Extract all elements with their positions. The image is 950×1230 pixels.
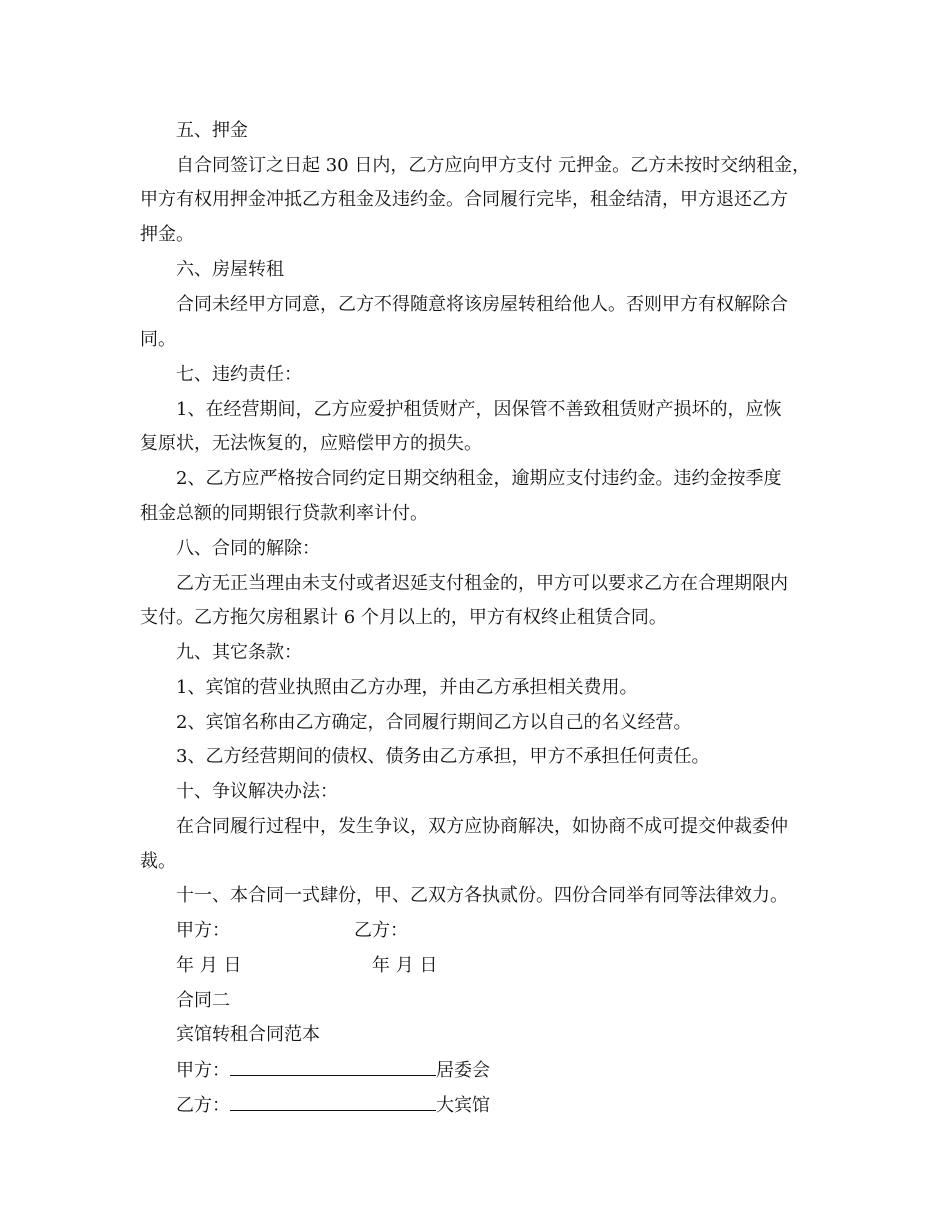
contract-2-party-a-line — [176, 1053, 490, 1088]
section-6-title: 六、房屋转租 — [176, 259, 284, 280]
contract-2-title: 宾馆转租合同范本 — [176, 1024, 320, 1045]
section-9-item-3: 3、乙方经营期间的债权、债务由乙方承担，甲方不承担任何责任。 — [176, 746, 710, 767]
party-b-date: 年 月 日 — [372, 955, 438, 976]
section-9-item-1: 1、宾馆的营业执照由乙方办理，并由乙方承担相关费用。 — [176, 677, 638, 698]
contract-2-party-a-label: 甲方： — [176, 1060, 230, 1081]
section-8-paragraph-line-2: 支付。乙方拖欠房租累计 6 个月以上的，甲方有权终止租赁合同。 — [140, 607, 667, 628]
section-10-title: 十、争议解决办法： — [176, 781, 338, 802]
contract-2-party-b-suffix: 大宾馆 — [436, 1095, 490, 1116]
section-10-paragraph-line-1: 在合同履行过程中，发生争议，双方应协商解决，如协商不成可提交仲裁委仲 — [176, 816, 788, 837]
section-7-title: 七、违约责任： — [176, 364, 302, 385]
section-6-paragraph-line-1: 合同未经甲方同意，乙方不得随意将该房屋转租给他人。否则甲方有权解除合 — [176, 294, 788, 315]
contract-2-party-b-label: 乙方： — [176, 1095, 230, 1116]
contract-2-party-a-suffix: 居委会 — [436, 1060, 490, 1081]
section-11-text: 十一、本合同一式肆份，甲、乙双方各执贰份。四份合同举有同等法律效力。 — [176, 885, 788, 906]
party-a-signature-label: 甲方： — [176, 920, 230, 941]
section-6-paragraph-line-2: 同。 — [140, 329, 176, 350]
party-b-signature-label: 乙方： — [354, 920, 408, 941]
section-10-paragraph-line-2: 裁。 — [140, 851, 176, 872]
section-8-paragraph-line-1: 乙方无正当理由未支付或者迟延支付租金的，甲方可以要求乙方在合理期限内 — [176, 573, 788, 594]
section-7-item-2-line-1: 2、乙方应严格按合同约定日期交纳租金，逾期应支付违约金。违约金按季度 — [176, 468, 782, 489]
section-9-item-2: 2、宾馆名称由乙方确定，合同履行期间乙方以自己的名义经营。 — [176, 712, 692, 733]
party-a-date: 年 月 日 — [176, 955, 242, 976]
section-7-item-1-line-1: 1、在经营期间，乙方应爱护租赁财产，因保管不善致租赁财产损坏的，应恢 — [176, 399, 782, 420]
party-a-blank-field — [230, 1053, 436, 1076]
section-5-paragraph-line-1: 自合同签订之日起 30 日内，乙方应向甲方支付 元押金。乙方未按时交纳租金， — [176, 155, 811, 176]
section-9-title: 九、其它条款： — [176, 642, 302, 663]
party-b-blank-field — [230, 1088, 436, 1111]
section-7-item-2-line-2: 租金总额的同期银行贷款利率计付。 — [140, 503, 428, 524]
section-7-item-1-line-2: 复原状，无法恢复的，应赔偿甲方的损失。 — [140, 433, 482, 454]
section-5-paragraph-line-2: 甲方有权用押金冲抵乙方租金及违约金。合同履行完毕，租金结清，甲方退还乙方 — [140, 189, 788, 210]
section-5-title: 五、押金 — [176, 120, 248, 141]
section-8-title: 八、合同的解除： — [176, 538, 320, 559]
section-5-paragraph-line-3: 押金。 — [140, 224, 194, 245]
contract-2-heading: 合同二 — [176, 990, 230, 1011]
contract-2-party-b-line — [176, 1088, 490, 1123]
